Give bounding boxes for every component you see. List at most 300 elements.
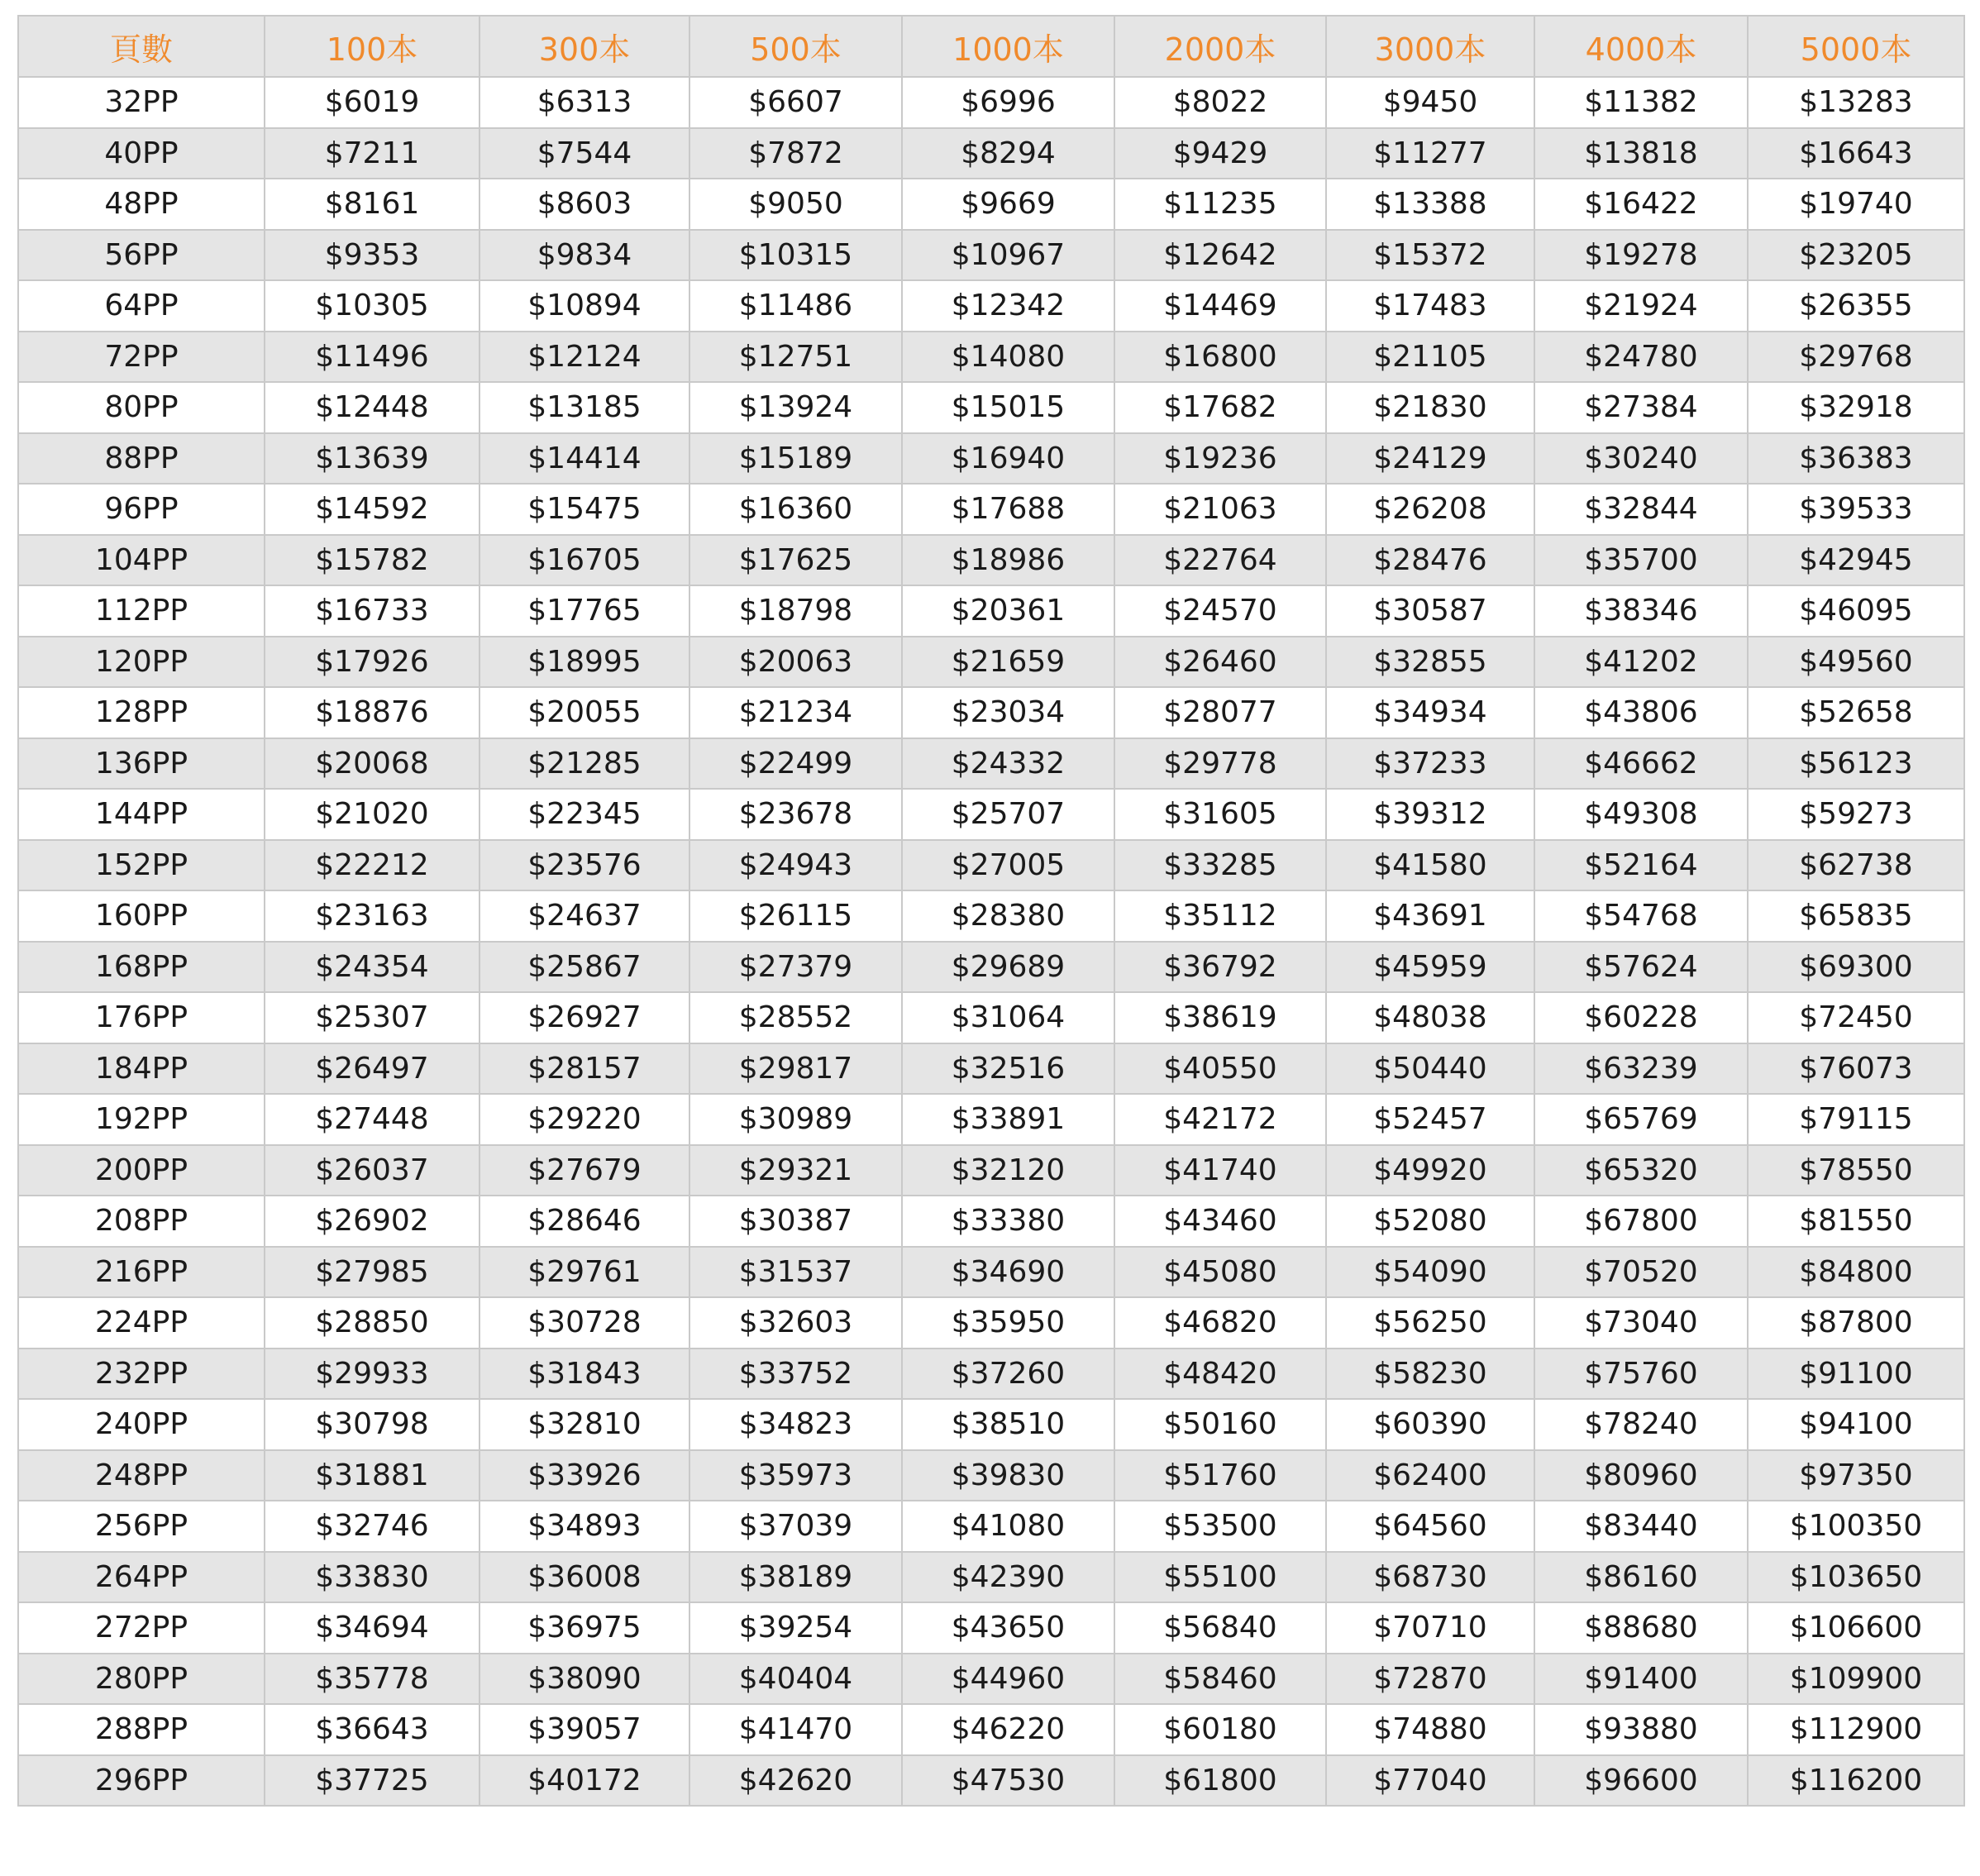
price-cell: $59273	[1748, 789, 1964, 840]
price-cell: $31537	[689, 1247, 902, 1298]
price-cell: $17625	[689, 535, 902, 586]
price-cell: $21659	[902, 637, 1114, 688]
price-cell: $34893	[479, 1501, 689, 1552]
table-row	[18, 738, 1964, 790]
table-row	[18, 179, 1964, 230]
price-cell: $34934	[1326, 687, 1534, 738]
price-cell: $29817	[689, 1043, 902, 1095]
price-cell: $65835	[1748, 890, 1964, 942]
price-cell: $30798	[265, 1399, 479, 1450]
price-cell: $19236	[1114, 433, 1326, 485]
price-cell: $80960	[1534, 1450, 1748, 1501]
price-cell: $13924	[689, 382, 902, 433]
price-cell: $39830	[902, 1450, 1114, 1501]
price-cell: $24780	[1534, 332, 1748, 383]
price-cell: $26037	[265, 1145, 479, 1196]
price-cell: $8161	[265, 179, 479, 230]
table-row	[18, 1654, 1964, 1705]
page-count-cell: 256PP	[18, 1501, 265, 1552]
price-cell: $44960	[902, 1654, 1114, 1705]
page-count-cell: 88PP	[18, 433, 265, 485]
price-cell: $20063	[689, 637, 902, 688]
price-cell: $112900	[1748, 1704, 1964, 1755]
price-cell: $100350	[1748, 1501, 1964, 1552]
price-cell: $14080	[902, 332, 1114, 383]
price-cell: $69300	[1748, 942, 1964, 993]
price-cell: $41080	[902, 1501, 1114, 1552]
price-cell: $49560	[1748, 637, 1964, 688]
price-cell: $48038	[1326, 992, 1534, 1043]
price-cell: $26497	[265, 1043, 479, 1095]
price-cell: $46220	[902, 1704, 1114, 1755]
table-row	[18, 1247, 1964, 1298]
price-cell: $28077	[1114, 687, 1326, 738]
price-cell: $28646	[479, 1196, 689, 1247]
price-cell: $32844	[1534, 484, 1748, 535]
price-cell: $31605	[1114, 789, 1326, 840]
price-cell: $81550	[1748, 1196, 1964, 1247]
price-cell: $58460	[1114, 1654, 1326, 1705]
price-cell: $34823	[689, 1399, 902, 1450]
price-cell: $25307	[265, 992, 479, 1043]
price-cell: $57624	[1534, 942, 1748, 993]
price-cell: $61800	[1114, 1755, 1326, 1807]
price-cell: $50440	[1326, 1043, 1534, 1095]
price-cell: $106600	[1748, 1602, 1964, 1654]
price-cell: $36975	[479, 1602, 689, 1654]
price-cell: $10967	[902, 230, 1114, 281]
price-cell: $42945	[1748, 535, 1964, 586]
column-header-quantity: 5000本	[1748, 16, 1964, 77]
table-row	[18, 1145, 1964, 1196]
price-cell: $62400	[1326, 1450, 1534, 1501]
price-cell: $36792	[1114, 942, 1326, 993]
price-cell: $83440	[1534, 1501, 1748, 1552]
table-row	[18, 585, 1964, 637]
price-cell: $10305	[265, 280, 479, 332]
price-cell: $43691	[1326, 890, 1534, 942]
price-cell: $38510	[902, 1399, 1114, 1450]
price-cell: $21020	[265, 789, 479, 840]
price-cell: $52080	[1326, 1196, 1534, 1247]
page-count-cell: 64PP	[18, 280, 265, 332]
table-row	[18, 1349, 1964, 1400]
price-cell: $12751	[689, 332, 902, 383]
price-cell: $33752	[689, 1349, 902, 1400]
price-cell: $21105	[1326, 332, 1534, 383]
price-cell: $35112	[1114, 890, 1326, 942]
table-row	[18, 1094, 1964, 1145]
price-cell: $91400	[1534, 1654, 1748, 1705]
price-cell: $93880	[1534, 1704, 1748, 1755]
price-cell: $10315	[689, 230, 902, 281]
price-cell: $62738	[1748, 840, 1964, 891]
price-cell: $72870	[1326, 1654, 1534, 1705]
column-header-pages: 頁數	[18, 16, 265, 77]
price-cell: $27005	[902, 840, 1114, 891]
price-cell: $13388	[1326, 179, 1534, 230]
price-cell: $27985	[265, 1247, 479, 1298]
price-cell: $15475	[479, 484, 689, 535]
price-cell: $41470	[689, 1704, 902, 1755]
price-cell: $30240	[1534, 433, 1748, 485]
price-cell: $28380	[902, 890, 1114, 942]
table-row	[18, 332, 1964, 383]
price-cell: $38090	[479, 1654, 689, 1705]
price-cell: $28157	[479, 1043, 689, 1095]
price-cell: $41740	[1114, 1145, 1326, 1196]
price-cell: $9669	[902, 179, 1114, 230]
price-cell: $23678	[689, 789, 902, 840]
price-cell: $11496	[265, 332, 479, 383]
price-cell: $40404	[689, 1654, 902, 1705]
price-cell: $20055	[479, 687, 689, 738]
page-count-cell: 128PP	[18, 687, 265, 738]
table-row	[18, 1196, 1964, 1247]
price-cell: $116200	[1748, 1755, 1964, 1807]
price-cell: $22212	[265, 840, 479, 891]
price-cell: $8022	[1114, 77, 1326, 128]
price-cell: $21924	[1534, 280, 1748, 332]
price-cell: $29768	[1748, 332, 1964, 383]
price-cell: $37233	[1326, 738, 1534, 790]
column-header-quantity: 3000本	[1326, 16, 1534, 77]
column-header-quantity: 300本	[479, 16, 689, 77]
price-cell: $24943	[689, 840, 902, 891]
price-cell: $41580	[1326, 840, 1534, 891]
price-cell: $68730	[1326, 1552, 1534, 1603]
price-cell: $36008	[479, 1552, 689, 1603]
column-header-quantity: 4000本	[1534, 16, 1748, 77]
page-count-cell: 200PP	[18, 1145, 265, 1196]
price-cell: $46095	[1748, 585, 1964, 637]
price-cell: $60180	[1114, 1704, 1326, 1755]
price-cell: $26902	[265, 1196, 479, 1247]
price-cell: $97350	[1748, 1450, 1964, 1501]
price-cell: $27448	[265, 1094, 479, 1145]
price-cell: $84800	[1748, 1247, 1964, 1298]
price-cell: $9353	[265, 230, 479, 281]
price-cell: $39312	[1326, 789, 1534, 840]
table-row	[18, 382, 1964, 433]
price-cell: $37039	[689, 1501, 902, 1552]
price-cell: $56123	[1748, 738, 1964, 790]
table-row	[18, 1552, 1964, 1603]
table-row	[18, 484, 1964, 535]
page-count-cell: 296PP	[18, 1755, 265, 1807]
page-count-cell: 56PP	[18, 230, 265, 281]
table-row	[18, 77, 1964, 128]
table-row	[18, 1602, 1964, 1654]
price-cell: $15782	[265, 535, 479, 586]
price-cell: $13639	[265, 433, 479, 485]
price-cell: $103650	[1748, 1552, 1964, 1603]
price-cell: $38619	[1114, 992, 1326, 1043]
table-row	[18, 840, 1964, 891]
column-header-quantity: 2000本	[1114, 16, 1326, 77]
table-row	[18, 1297, 1964, 1349]
page-count-cell: 176PP	[18, 992, 265, 1043]
column-header-quantity: 500本	[689, 16, 902, 77]
price-cell: $70520	[1534, 1247, 1748, 1298]
price-cell: $28476	[1326, 535, 1534, 586]
price-cell: $32746	[265, 1501, 479, 1552]
price-cell: $45959	[1326, 942, 1534, 993]
price-cell: $52658	[1748, 687, 1964, 738]
page-count-cell: 248PP	[18, 1450, 265, 1501]
price-cell: $30989	[689, 1094, 902, 1145]
price-cell: $26355	[1748, 280, 1964, 332]
price-cell: $15015	[902, 382, 1114, 433]
price-cell: $9834	[479, 230, 689, 281]
price-cell: $45080	[1114, 1247, 1326, 1298]
price-cell: $27384	[1534, 382, 1748, 433]
column-header-quantity: 100本	[265, 16, 479, 77]
price-cell: $31064	[902, 992, 1114, 1043]
price-cell: $76073	[1748, 1043, 1964, 1095]
page-count-cell: 264PP	[18, 1552, 265, 1603]
price-cell: $19278	[1534, 230, 1748, 281]
price-cell: $17688	[902, 484, 1114, 535]
price-cell: $58230	[1326, 1349, 1534, 1400]
price-table	[17, 15, 1965, 1807]
price-cell: $43650	[902, 1602, 1114, 1654]
price-cell: $42172	[1114, 1094, 1326, 1145]
price-cell: $7872	[689, 128, 902, 179]
page-count-cell: 232PP	[18, 1349, 265, 1400]
price-cell: $51760	[1114, 1450, 1326, 1501]
price-cell: $13818	[1534, 128, 1748, 179]
price-cell: $30728	[479, 1297, 689, 1349]
price-cell: $18798	[689, 585, 902, 637]
price-cell: $77040	[1326, 1755, 1534, 1807]
price-cell: $94100	[1748, 1399, 1964, 1450]
price-cell: $42620	[689, 1755, 902, 1807]
price-cell: $32810	[479, 1399, 689, 1450]
price-cell: $16422	[1534, 179, 1748, 230]
price-cell: $35700	[1534, 535, 1748, 586]
price-cell: $50160	[1114, 1399, 1326, 1450]
table-row	[18, 535, 1964, 586]
price-cell: $24570	[1114, 585, 1326, 637]
price-cell: $7544	[479, 128, 689, 179]
price-cell: $46820	[1114, 1297, 1326, 1349]
price-cell: $91100	[1748, 1349, 1964, 1400]
price-cell: $10894	[479, 280, 689, 332]
price-cell: $24129	[1326, 433, 1534, 485]
price-cell: $15372	[1326, 230, 1534, 281]
page-count-cell: 144PP	[18, 789, 265, 840]
price-cell: $17765	[479, 585, 689, 637]
price-cell: $16643	[1748, 128, 1964, 179]
price-cell: $9429	[1114, 128, 1326, 179]
price-cell: $14469	[1114, 280, 1326, 332]
table-row	[18, 1399, 1964, 1450]
price-cell: $9450	[1326, 77, 1534, 128]
price-cell: $33285	[1114, 840, 1326, 891]
price-cell: $78240	[1534, 1399, 1748, 1450]
price-cell: $24354	[265, 942, 479, 993]
price-cell: $21285	[479, 738, 689, 790]
price-cell: $35973	[689, 1450, 902, 1501]
price-cell: $23205	[1748, 230, 1964, 281]
table-row	[18, 128, 1964, 179]
page-count-cell: 72PP	[18, 332, 265, 383]
price-cell: $37725	[265, 1755, 479, 1807]
table-row	[18, 1501, 1964, 1552]
price-cell: $41202	[1534, 637, 1748, 688]
price-cell: $12342	[902, 280, 1114, 332]
price-cell: $16940	[902, 433, 1114, 485]
price-cell: $65320	[1534, 1145, 1748, 1196]
table-row	[18, 890, 1964, 942]
price-cell: $6019	[265, 77, 479, 128]
price-cell: $32918	[1748, 382, 1964, 433]
price-cell: $49920	[1326, 1145, 1534, 1196]
price-cell: $31843	[479, 1349, 689, 1400]
price-cell: $17483	[1326, 280, 1534, 332]
price-cell: $33830	[265, 1552, 479, 1603]
price-cell: $43806	[1534, 687, 1748, 738]
table-row	[18, 1043, 1964, 1095]
price-cell: $49308	[1534, 789, 1748, 840]
price-cell: $22345	[479, 789, 689, 840]
price-cell: $29761	[479, 1247, 689, 1298]
price-cell: $18876	[265, 687, 479, 738]
price-cell: $32603	[689, 1297, 902, 1349]
page-count-cell: 240PP	[18, 1399, 265, 1450]
price-cell: $32516	[902, 1043, 1114, 1095]
price-cell: $39533	[1748, 484, 1964, 535]
price-cell: $28552	[689, 992, 902, 1043]
price-cell: $24332	[902, 738, 1114, 790]
price-cell: $13185	[479, 382, 689, 433]
table-row	[18, 1755, 1964, 1807]
price-cell: $8603	[479, 179, 689, 230]
price-cell: $6313	[479, 77, 689, 128]
price-cell: $30387	[689, 1196, 902, 1247]
price-cell: $36383	[1748, 433, 1964, 485]
price-cell: $74880	[1326, 1704, 1534, 1755]
price-cell: $29689	[902, 942, 1114, 993]
price-cell: $25867	[479, 942, 689, 993]
price-cell: $36643	[265, 1704, 479, 1755]
price-cell: $52457	[1326, 1094, 1534, 1145]
price-cell: $22764	[1114, 535, 1326, 586]
page-count-cell: 224PP	[18, 1297, 265, 1349]
price-cell: $29220	[479, 1094, 689, 1145]
price-cell: $11277	[1326, 128, 1534, 179]
table-row	[18, 942, 1964, 993]
page-count-cell: 136PP	[18, 738, 265, 790]
price-cell: $29933	[265, 1349, 479, 1400]
price-cell: $14592	[265, 484, 479, 535]
price-cell: $11486	[689, 280, 902, 332]
page-count-cell: 112PP	[18, 585, 265, 637]
price-cell: $20068	[265, 738, 479, 790]
price-cell: $14414	[479, 433, 689, 485]
page-count-cell: 80PP	[18, 382, 265, 433]
price-cell: $72450	[1748, 992, 1964, 1043]
price-cell: $21830	[1326, 382, 1534, 433]
table-row	[18, 230, 1964, 281]
price-cell: $35950	[902, 1297, 1114, 1349]
price-cell: $31881	[265, 1450, 479, 1501]
price-cell: $86160	[1534, 1552, 1748, 1603]
price-cell: $15189	[689, 433, 902, 485]
price-cell: $33926	[479, 1450, 689, 1501]
price-cell: $23576	[479, 840, 689, 891]
price-cell: $30587	[1326, 585, 1534, 637]
price-cell: $64560	[1326, 1501, 1534, 1552]
price-cell: $56840	[1114, 1602, 1326, 1654]
price-cell: $32120	[902, 1145, 1114, 1196]
price-cell: $47530	[902, 1755, 1114, 1807]
price-cell: $88680	[1534, 1602, 1748, 1654]
price-cell: $87800	[1748, 1297, 1964, 1349]
price-cell: $13283	[1748, 77, 1964, 128]
price-cell: $75760	[1534, 1349, 1748, 1400]
page-count-cell: 96PP	[18, 484, 265, 535]
price-cell: $39254	[689, 1602, 902, 1654]
price-cell: $48420	[1114, 1349, 1326, 1400]
price-cell: $26460	[1114, 637, 1326, 688]
price-cell: $34694	[265, 1602, 479, 1654]
price-cell: $29778	[1114, 738, 1326, 790]
price-cell: $56250	[1326, 1297, 1534, 1349]
price-cell: $17926	[265, 637, 479, 688]
price-cell: $33891	[902, 1094, 1114, 1145]
price-cell: $78550	[1748, 1145, 1964, 1196]
price-cell: $21234	[689, 687, 902, 738]
price-cell: $21063	[1114, 484, 1326, 535]
price-cell: $96600	[1534, 1755, 1748, 1807]
table-row	[18, 992, 1964, 1043]
price-cell: $73040	[1534, 1297, 1748, 1349]
table-header	[18, 16, 1964, 77]
price-cell: $26927	[479, 992, 689, 1043]
price-cell: $27379	[689, 942, 902, 993]
price-cell: $23163	[265, 890, 479, 942]
price-cell: $40550	[1114, 1043, 1326, 1095]
price-cell: $67800	[1534, 1196, 1748, 1247]
page-count-cell: 184PP	[18, 1043, 265, 1095]
price-cell: $34690	[902, 1247, 1114, 1298]
page-count-cell: 32PP	[18, 77, 265, 128]
table-row	[18, 1450, 1964, 1501]
price-cell: $55100	[1114, 1552, 1326, 1603]
page-count-cell: 152PP	[18, 840, 265, 891]
price-cell: $8294	[902, 128, 1114, 179]
price-cell: $19740	[1748, 179, 1964, 230]
table-body	[18, 77, 1964, 1806]
table-row	[18, 1704, 1964, 1755]
price-cell: $40172	[479, 1755, 689, 1807]
price-cell: $6996	[902, 77, 1114, 128]
price-cell: $54768	[1534, 890, 1748, 942]
price-cell: $18995	[479, 637, 689, 688]
page-count-cell: 216PP	[18, 1247, 265, 1298]
page-count-cell: 120PP	[18, 637, 265, 688]
price-cell: $17682	[1114, 382, 1326, 433]
price-cell: $6607	[689, 77, 902, 128]
table-row	[18, 280, 1964, 332]
page-count-cell: 272PP	[18, 1602, 265, 1654]
price-cell: $18986	[902, 535, 1114, 586]
price-cell: $26115	[689, 890, 902, 942]
price-cell: $7211	[265, 128, 479, 179]
price-cell: $63239	[1534, 1043, 1748, 1095]
